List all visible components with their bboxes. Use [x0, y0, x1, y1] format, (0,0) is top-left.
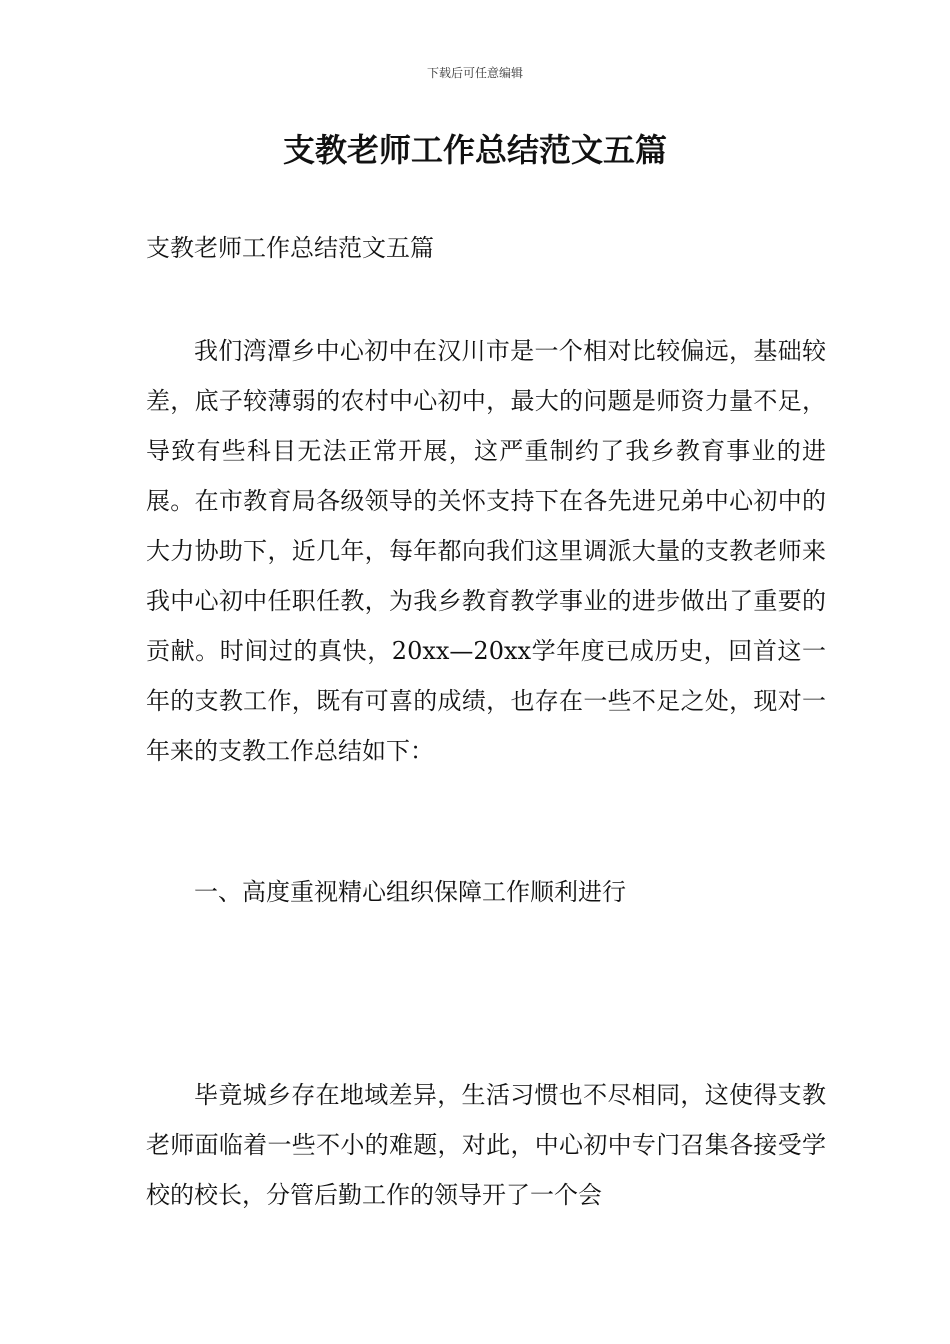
- section-heading-1: 一、高度重视精心组织保障工作顺利进行: [194, 878, 626, 906]
- paragraph-section-1: 毕竟城乡存在地域差异，生活习惯也不尽相同，这使得支教老师面临着一些不小的难题，对此，中心初中专门召集各接受学校的校长，分管后勤工作的领导开了一个会: [146, 1081, 826, 1209]
- paragraph-intro: 我们湾潭乡中心初中在汉川市是一个相对比较偏远，基础较差，底子较薄弱的农村中心初中，最大的问题是师资力量不足，导致有些科目无法正常开展，这严重制约了我乡教育事业的进展。在市教育局各级领导的关怀支持下在各先进兄弟中心初中的大力协助下，近几年，每年都向我们这里调派大量的支教老师来我中心初中任职任教，为我乡教育教学事业的进步做出了重要的贡献。时间过的真快，20xx—20xx学年度已成历史，回首这一年的支教工作，既有可喜的成绩，也存在一些不足之处，现对一年来的支教工作总结如下：: [146, 337, 826, 765]
- header-note: 下载后可任意编辑: [426, 66, 523, 80]
- document-subtitle: 支教老师工作总结范文五篇: [146, 234, 434, 262]
- document-title: 支教老师工作总结范文五篇: [282, 131, 667, 169]
